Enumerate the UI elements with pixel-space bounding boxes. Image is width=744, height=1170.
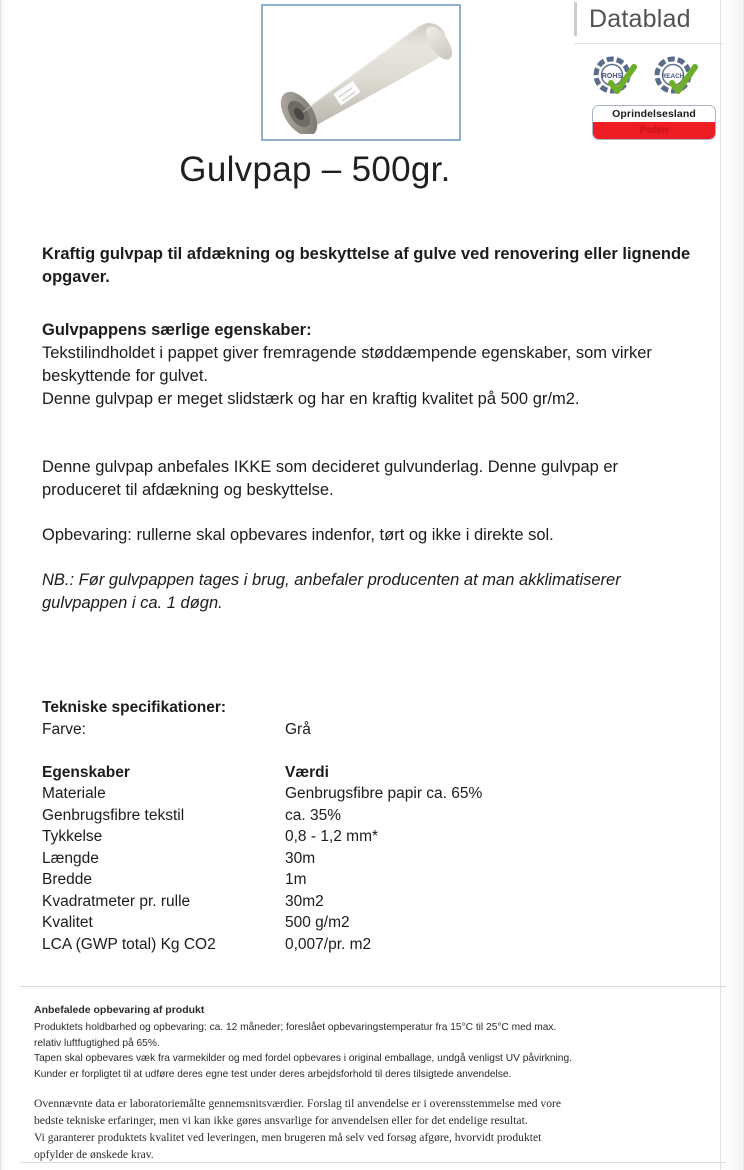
reach-label: REACH: [661, 73, 684, 80]
nb-note: NB.: Før gulvpappen tages i brug, anbefaler producenten at man akklimatiserer gulvpappen i ca. 1 døgn.: [42, 571, 621, 612]
origin-badge: [592, 105, 716, 140]
spec-key: Længde: [42, 849, 99, 867]
footer-line: bedste tekniske erfaringer, men vi kan ikke gøres ansvarlige for anvendelsen eller for det endelige resultat.: [34, 1114, 528, 1127]
datasheet-title-row: [570, 2, 730, 36]
spec-col-value: Værdi: [285, 763, 329, 781]
certification-row: [570, 53, 730, 99]
document-header: [0, 0, 744, 210]
usage-note: Denne gulvpap anbefales IKKE som decideret gulvunderlag. Denne gulvpap er produceret til afdækning og beskyttelse.: [42, 458, 619, 499]
spec-row-color: [42, 719, 692, 741]
spec-key: LCA (GWP total) Kg CO2: [42, 935, 216, 953]
footer-line: Ovennævnte data er laboratoriemålte gennemsnitsværdier. Forslag til anvendelse er i overensstemmelse med vore: [34, 1097, 562, 1110]
footer-line: Tapen skal opbevares væk fra varmekilder og med fordel opbevares i original emballage, undgå venligst UV påvirkning.: [34, 1053, 572, 1064]
features-line-1: Tekstilindholdet i pappet giver fremragende støddæmpende egenskaber, som virker beskyttende for gulvet.: [42, 344, 652, 385]
reach-icon: [650, 53, 706, 99]
spec-value: 500 g/m2: [285, 914, 350, 931]
spec-value: ca. 35%: [285, 806, 342, 824]
title-divider: [574, 43, 724, 44]
spec-row: [42, 848, 692, 870]
footer-divider: [20, 986, 726, 987]
spec-key: Materiale: [42, 785, 106, 802]
spec-row: [42, 805, 692, 827]
spec-value: 30m2: [285, 892, 324, 910]
spec-key: Kvadratmeter pr. rulle: [42, 892, 191, 910]
gulvpap-roll-illustration: [269, 14, 457, 134]
spec-value: 0,007/pr. m2: [285, 935, 372, 953]
footer-disclaimer: [34, 1095, 714, 1163]
spec-value: 30m: [285, 849, 316, 867]
spec-key: Tykkelse: [42, 828, 103, 845]
spec-key: Farve:: [42, 721, 86, 738]
specs-heading: Tekniske specifikationer:: [42, 699, 227, 716]
footer-storage-title: Anbefalede opbevaring af produkt: [34, 1004, 205, 1016]
rohs-icon: [589, 53, 645, 99]
page-title: Gulvpap – 500gr.: [179, 150, 451, 189]
origin-label: Oprindelsesland: [593, 106, 715, 122]
spec-row: [42, 826, 692, 848]
spec-table-body: [42, 783, 692, 955]
spec-row: [42, 783, 692, 805]
spec-table-header: [42, 762, 692, 784]
features-line-2: Denne gulvpap er meget slidstærk og har en kraftig kvalitet på 500 gr/m2.: [42, 390, 580, 408]
footer-disclaimer-lines: [34, 1095, 714, 1163]
spec-row: [42, 869, 692, 891]
origin-country: Polen: [593, 122, 715, 139]
footer-line: relativ luftfugtighed på 65%.: [34, 1037, 160, 1049]
description-section: [42, 243, 692, 637]
footer-line: Produktets holdbarhed og opbevaring: ca. 12 måneder; foreslået opbevaringstemperatur fra 15°C til 25°C med max.: [34, 1022, 557, 1033]
storage-note: Opbevaring: rullerne skal opbevares indenfor, tørt og ikke i direkte sol.: [42, 526, 554, 544]
technical-specifications: [42, 697, 692, 955]
datasheet-badge-block: [570, 2, 730, 140]
spec-value: Genbrugsfibre papir ca. 65%: [285, 785, 483, 802]
spec-value: 1m: [285, 871, 307, 888]
footer-line: opfylder de ønskede krav.: [34, 1148, 154, 1161]
page-bottom-rule: [20, 1162, 726, 1163]
spec-key: Kvalitet: [42, 914, 93, 931]
intro-lead: Kraftig gulvpap til afdækning og beskyttelse af gulve ved renovering eller lignende opgaver.: [42, 245, 691, 286]
product-photo: [261, 4, 461, 141]
spec-key: Bredde: [42, 871, 92, 888]
spec-row: [42, 891, 692, 913]
footer-section: [34, 1003, 714, 1163]
spec-col-key: Egenskaber: [42, 763, 130, 781]
rohs-label: ROHS: [601, 73, 622, 80]
spec-row: [42, 934, 692, 956]
spec-value: Grå: [285, 721, 311, 738]
spacer: [42, 741, 692, 762]
spec-value: 0,8 - 1,2 mm*: [285, 828, 379, 845]
features-heading: Gulvpappens særlige egenskaber:: [42, 321, 312, 339]
datasheet-kind-label: Datablad: [589, 4, 691, 33]
spec-row: [42, 912, 692, 934]
title-accent-bar: [574, 2, 577, 36]
spacer: [42, 433, 692, 456]
footer-storage-lines: [34, 1020, 714, 1082]
spec-key: Genbrugsfibre tekstil: [42, 806, 185, 824]
footer-line: Kunder er forpligtet til at udføre deres egne test under deres arbejdsforhold til deres tilsigtede anvendelse.: [34, 1068, 512, 1080]
footer-line: Vi garanterer produktets kvalitet ved leveringen, men brugeren må selv ved forsøg afgøre, hvorvidt produktet: [34, 1131, 542, 1144]
